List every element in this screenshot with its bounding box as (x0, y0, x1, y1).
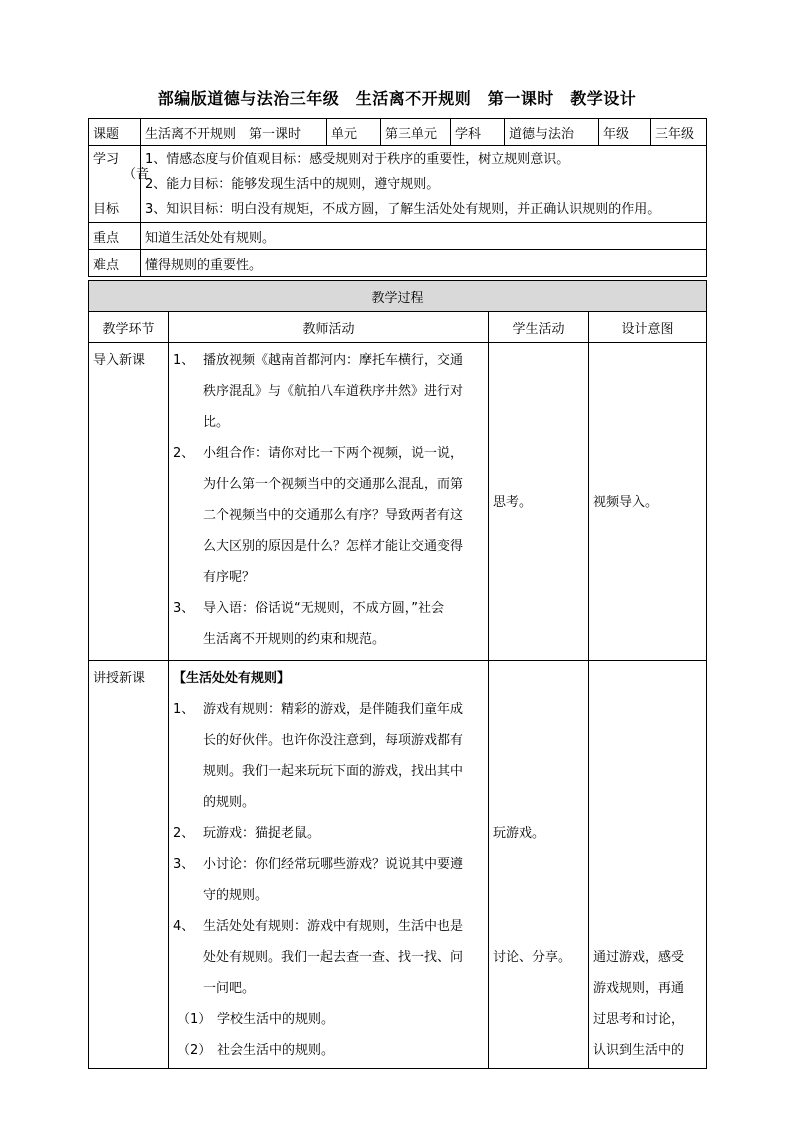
intro-teacher-activity (169, 343, 489, 661)
item-number: 4、 (173, 919, 195, 934)
item-line: 有序呢？ (203, 570, 256, 585)
stage-intro: 导入新课 (89, 343, 169, 661)
document-title: 部编版道德与法治三年级 生活离不开规则 第一课时 教学设计 (157, 89, 637, 108)
header-student: 学生活动 (489, 312, 589, 343)
sub-item (173, 1004, 484, 1035)
item-line: 一问吧。 (203, 981, 256, 996)
item-line: 比。 (203, 415, 230, 430)
lesson-info-table (88, 118, 707, 277)
goals-label-paren: （音 (123, 167, 150, 182)
intent-line: 过思考和讨论， (593, 1012, 685, 1027)
list-item (173, 438, 484, 593)
item-line: 为什么第一个视频当中的交通那么混乱，而第 (203, 477, 464, 492)
goal-item: 3、知识目标：明白没有规矩，不成方圆，了解生活处处有规则，并正确认识规则的作用。 (145, 201, 661, 217)
difficulty-label: 难点 (89, 250, 141, 277)
intro-design-intent: 视频导入。 (589, 343, 707, 661)
goal-item: 1、情感态度与价值观目标：感受规则对于秩序的重要性，树立规则意识。 (145, 151, 570, 167)
list-item (173, 849, 484, 911)
item-number: 1、 (173, 702, 195, 717)
list-item (173, 694, 484, 818)
sub-item-text: 社会生活中的规则。 (217, 1043, 335, 1058)
subject-label: 学科 (451, 119, 505, 146)
unit-label: 单元 (327, 119, 381, 146)
item-line: 导入语：俗话说“无规则，不成方圆，”社会 (203, 601, 444, 616)
item-line: 玩游戏：猫捉老鼠。 (203, 826, 321, 841)
goals-label (89, 146, 150, 223)
sub-item-text: 学校生活中的规则。 (217, 1012, 335, 1027)
intro-student-activity: 思考。 (489, 343, 589, 661)
student-activity-discuss: 讨论、分享。 (493, 950, 572, 965)
student-activity-play: 玩游戏。 (493, 826, 546, 841)
header-teacher: 教师活动 (169, 312, 489, 343)
goals-label-bottom: 目标 (93, 201, 120, 217)
intent-line: 游戏规则，再通 (593, 981, 685, 996)
teaching-process-table (88, 280, 707, 1069)
goals-list (141, 146, 707, 223)
item-line: 二个视频当中的交通那么有序？导致两者有这 (203, 508, 464, 523)
key-value: 知道生活处处有规则。 (141, 223, 707, 250)
goal-item: 2、能力目标：能够发现生活中的规则，遵守规则。 (145, 176, 440, 192)
item-number: 3、 (173, 601, 195, 616)
teach-teacher-activity (169, 661, 489, 1069)
item-line: 处处有规则。我们一起去查一查、找一找、问 (203, 950, 464, 965)
item-line: 长的好伙伴。也许你没注意到，每项游戏都有 (203, 733, 464, 748)
grade-value: 三年级 (651, 119, 707, 146)
list-item (173, 593, 484, 655)
list-item (173, 911, 484, 1004)
list-item (173, 818, 484, 849)
item-line: 规则。我们一起来玩玩下面的游戏，找出其中 (203, 764, 464, 779)
item-line: 小组合作：请你对比一下两个视频，说一说， (203, 446, 464, 461)
item-number: 2、 (173, 446, 195, 461)
intent-line: 认识到生活中的 (593, 1043, 685, 1058)
teach-student-activity (489, 661, 589, 1069)
header-intent: 设计意图 (589, 312, 707, 343)
header-stage: 教学环节 (89, 312, 169, 343)
goals-label-top: 学习 (93, 151, 120, 167)
unit-value: 第三单元 (381, 119, 451, 146)
stage-teach: 讲授新课 (89, 661, 169, 1069)
item-number: 1、 (173, 353, 195, 368)
teach-design-intent (589, 661, 707, 1069)
key-label: 重点 (89, 223, 141, 250)
subject-value: 道德与法治 (505, 119, 599, 146)
item-number: 3、 (173, 857, 195, 872)
item-line: 秩序混乱》与《航拍八车道秩序井然》进行对 (203, 384, 464, 399)
list-item (173, 345, 484, 438)
sub-item (173, 1035, 484, 1066)
item-line: 小讨论：你们经常玩哪些游戏？说说其中要遵 (203, 857, 464, 872)
sub-item-number: （2） (177, 1043, 212, 1058)
intent-line: 通过游戏，感受 (593, 950, 685, 965)
item-line: 生活离不开规则的约束和规范。 (203, 632, 386, 647)
grade-label: 年级 (599, 119, 651, 146)
item-line: 守的规则。 (203, 888, 269, 903)
item-line: 的规则。 (203, 795, 256, 810)
item-line: 游戏有规则：精彩的游戏，是伴随我们童年成 (203, 702, 464, 717)
section-heading: 【生活处处有规则】 (173, 671, 291, 686)
item-line: 生活处处有规则：游戏中有规则，生活中也是 (203, 919, 464, 934)
item-number: 2、 (173, 826, 195, 841)
lesson-value: 生活离不开规则 第一课时 (141, 119, 327, 146)
sub-item-number: （1） (177, 1012, 212, 1027)
difficulty-value: 懂得规则的重要性。 (141, 250, 707, 277)
lesson-label: 课题 (89, 119, 141, 146)
item-line: 么大区别的原因是什么？怎样才能让交通变得 (203, 539, 464, 554)
process-band-title: 教学过程 (89, 281, 707, 312)
item-line: 播放视频《越南首都河内：摩托车横行，交通 (203, 353, 464, 368)
